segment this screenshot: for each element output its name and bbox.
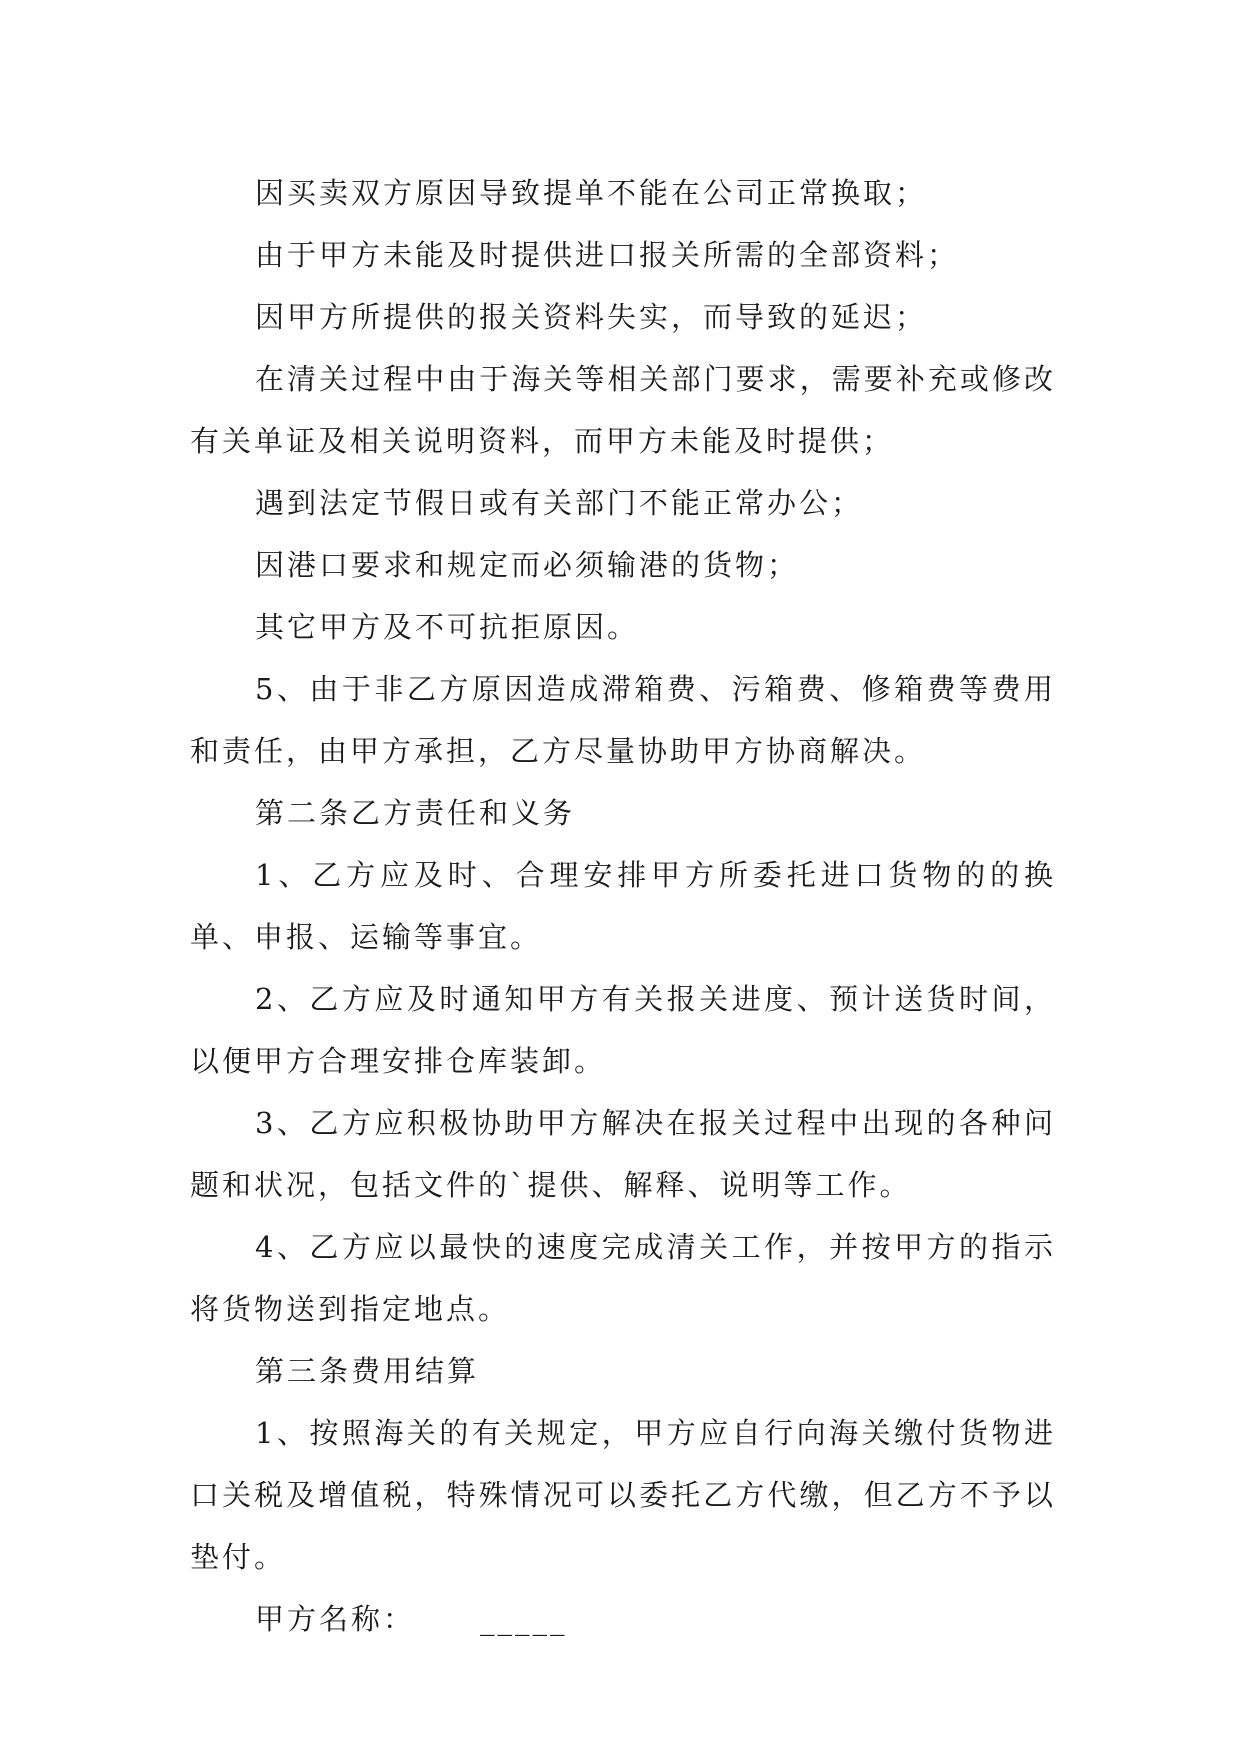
section-heading: 第二条乙方责任和义务 bbox=[255, 796, 576, 830]
paragraph: 在清关过程中由于海关等相关部门要求，需要补充或修改有关单证及相关说明资料，而甲方未能及时提供； bbox=[190, 362, 1056, 458]
signature-line bbox=[190, 1588, 1056, 1650]
party-a-name-label: 甲方名称： bbox=[255, 1602, 416, 1636]
paragraph: 因甲方所提供的报关资料失实，而导致的延迟； bbox=[255, 300, 928, 334]
paragraph: 4、乙方应以最快的速度完成清关工作，并按甲方的指示将货物送到指定地点。 bbox=[190, 1230, 1056, 1326]
paragraph: 3、乙方应积极协助甲方解决在报关过程中出现的各种问题和状况，包括文件的`提供、解释、说明等工作。 bbox=[190, 1106, 1056, 1202]
paragraph: 1、按照海关的有关规定，甲方应自行向海关缴付货物进口关税及增值税，特殊情况可以委托乙方代缴，但乙方不予以垫付。 bbox=[190, 1416, 1056, 1574]
paragraph: 因港口要求和规定而必须输港的货物； bbox=[255, 548, 800, 582]
party-a-name-blank: _____ bbox=[480, 1602, 568, 1636]
paragraph: 其它甲方及不可抗拒原因。 bbox=[255, 610, 640, 644]
section-heading: 第三条费用结算 bbox=[255, 1354, 480, 1388]
paragraph: 因买卖双方原因导致提单不能在公司正常换取； bbox=[255, 176, 928, 210]
paragraph: 5、由于非乙方原因造成滞箱费、污箱费、修箱费等费用和责任，由甲方承担，乙方尽量协助甲方协商解决。 bbox=[190, 672, 1056, 768]
paragraph: 2、乙方应及时通知甲方有关报关进度、预计送货时间，以便甲方合理安排仓库装卸。 bbox=[190, 982, 1056, 1078]
document-body bbox=[190, 162, 1056, 1650]
paragraph: 遇到法定节假日或有关部门不能正常办公； bbox=[255, 486, 864, 520]
paragraph: 1、乙方应及时、合理安排甲方所委托进口货物的的换单、申报、运输等事宜。 bbox=[190, 858, 1056, 954]
paragraph: 由于甲方未能及时提供进口报关所需的全部资料； bbox=[255, 238, 960, 272]
